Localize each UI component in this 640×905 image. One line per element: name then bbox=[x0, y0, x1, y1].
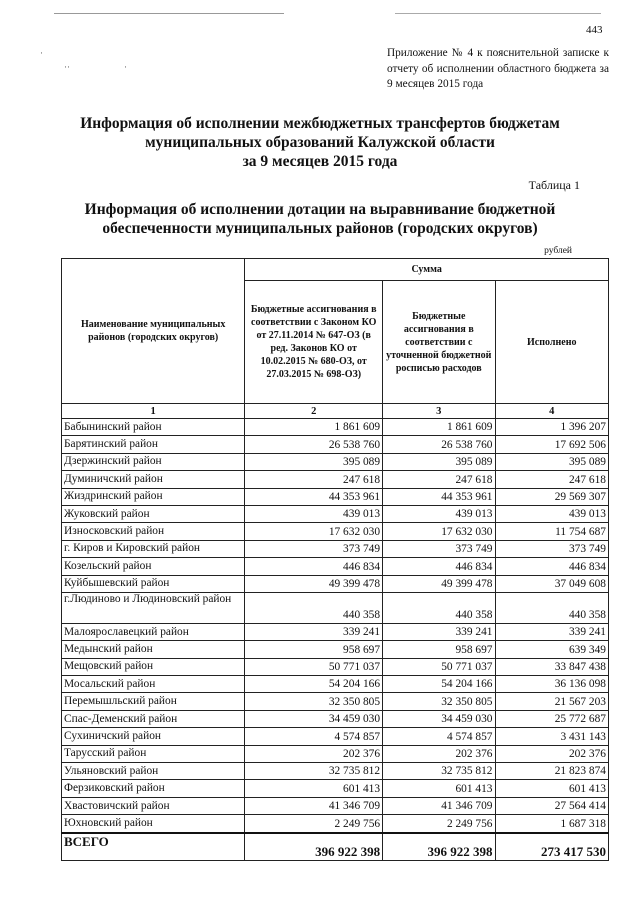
col-number: 2 bbox=[245, 404, 383, 419]
refined-allocation: 44 353 961 bbox=[383, 488, 495, 505]
scan-speck: ·· bbox=[64, 62, 70, 72]
district-name: Жиздринский район bbox=[62, 488, 245, 505]
district-name: Сухиничский район bbox=[62, 728, 245, 745]
col-number: 4 bbox=[495, 404, 609, 419]
table-row bbox=[62, 676, 609, 693]
executed-amount: 1 396 207 bbox=[495, 419, 609, 436]
subtitle-line: Информация об исполнении дотации на выравнивание бюджетной bbox=[84, 201, 556, 218]
title-line: муниципальных образований Калужской области bbox=[145, 134, 495, 151]
header-col2: Бюджетные ассигнования в соответствии с Законом КО от 27.11.2014 № 647-ОЗ (в ред. Законов КО от 10.02.2015 № 680-ОЗ, от 27.03.2015 № 698-ОЗ) bbox=[245, 281, 383, 404]
table-row bbox=[62, 623, 609, 640]
executed-amount: 446 834 bbox=[495, 558, 609, 575]
refined-allocation: 34 459 030 bbox=[383, 710, 495, 727]
executed-amount: 17 692 506 bbox=[495, 436, 609, 453]
district-name: Бабынинский район bbox=[62, 419, 245, 436]
executed-amount: 21 567 203 bbox=[495, 693, 609, 710]
table-row bbox=[62, 419, 609, 436]
executed-amount: 27 564 414 bbox=[495, 797, 609, 814]
refined-allocation: 4 574 857 bbox=[383, 728, 495, 745]
district-name: г. Киров и Кировский район bbox=[62, 540, 245, 557]
executed-amount: 202 376 bbox=[495, 745, 609, 762]
law-allocation: 395 089 bbox=[245, 453, 383, 470]
refined-allocation: 395 089 bbox=[383, 453, 495, 470]
table-row bbox=[62, 523, 609, 540]
table-row bbox=[62, 728, 609, 745]
table-row bbox=[62, 641, 609, 658]
executed-amount: 373 749 bbox=[495, 540, 609, 557]
refined-allocation: 17 632 030 bbox=[383, 523, 495, 540]
law-allocation: 44 353 961 bbox=[245, 488, 383, 505]
refined-allocation: 202 376 bbox=[383, 745, 495, 762]
total-col3: 396 922 398 bbox=[383, 833, 495, 861]
header-sum: Сумма bbox=[245, 259, 609, 281]
page-number: 443 bbox=[586, 24, 603, 36]
table-row bbox=[62, 763, 609, 780]
district-name: Износковский район bbox=[62, 523, 245, 540]
table-row bbox=[62, 453, 609, 470]
executed-amount: 3 431 143 bbox=[495, 728, 609, 745]
header-col3: Бюджетные ассигнования в соответствии с уточненной бюджетной росписью расходов bbox=[383, 281, 495, 404]
table-number: Таблица 1 bbox=[528, 178, 580, 192]
executed-amount: 601 413 bbox=[495, 780, 609, 797]
executed-amount: 11 754 687 bbox=[495, 523, 609, 540]
table-row bbox=[62, 575, 609, 592]
district-name: Дзержинский район bbox=[62, 453, 245, 470]
transfers-table bbox=[61, 258, 609, 861]
table-row bbox=[62, 471, 609, 488]
district-name: Мещовский район bbox=[62, 658, 245, 675]
refined-allocation: 247 618 bbox=[383, 471, 495, 488]
table-body bbox=[62, 419, 609, 833]
table-row bbox=[62, 540, 609, 557]
annex-note: Приложение № 4 к пояснительной записке к отчету об исполнении областного бюджета за 9 месяцев 2015 года bbox=[387, 47, 609, 91]
law-allocation: 26 538 760 bbox=[245, 436, 383, 453]
district-name: Малоярославецкий район bbox=[62, 623, 245, 640]
refined-allocation: 373 749 bbox=[383, 540, 495, 557]
law-allocation: 440 358 bbox=[245, 592, 383, 623]
district-name: Медынский район bbox=[62, 641, 245, 658]
refined-allocation: 49 399 478 bbox=[383, 575, 495, 592]
total-col4: 273 417 530 bbox=[495, 833, 609, 861]
law-allocation: 2 249 756 bbox=[245, 815, 383, 833]
executed-amount: 25 772 687 bbox=[495, 710, 609, 727]
executed-amount: 36 136 098 bbox=[495, 676, 609, 693]
table-row bbox=[62, 488, 609, 505]
table-title bbox=[40, 200, 600, 238]
law-allocation: 17 632 030 bbox=[245, 523, 383, 540]
title-line: за 9 месяцев 2015 года bbox=[242, 153, 398, 170]
executed-amount: 439 013 bbox=[495, 505, 609, 522]
executed-amount: 440 358 bbox=[495, 592, 609, 623]
law-allocation: 439 013 bbox=[245, 505, 383, 522]
law-allocation: 339 241 bbox=[245, 623, 383, 640]
law-allocation: 1 861 609 bbox=[245, 419, 383, 436]
refined-allocation: 32 350 805 bbox=[383, 693, 495, 710]
refined-allocation: 2 249 756 bbox=[383, 815, 495, 833]
district-name: Мосальский район bbox=[62, 676, 245, 693]
table-row bbox=[62, 780, 609, 797]
refined-allocation: 26 538 760 bbox=[383, 436, 495, 453]
refined-allocation: 439 013 bbox=[383, 505, 495, 522]
total-label: ВСЕГО bbox=[62, 833, 245, 861]
refined-allocation: 54 204 166 bbox=[383, 676, 495, 693]
law-allocation: 50 771 037 bbox=[245, 658, 383, 675]
executed-amount: 37 049 608 bbox=[495, 575, 609, 592]
district-name: Ульяновский район bbox=[62, 763, 245, 780]
law-allocation: 49 399 478 bbox=[245, 575, 383, 592]
refined-allocation: 601 413 bbox=[383, 780, 495, 797]
law-allocation: 958 697 bbox=[245, 641, 383, 658]
district-name: Спас-Деменский район bbox=[62, 710, 245, 727]
total-col2: 396 922 398 bbox=[245, 833, 383, 861]
law-allocation: 32 350 805 bbox=[245, 693, 383, 710]
header-col4: Исполнено bbox=[495, 281, 609, 404]
executed-amount: 247 618 bbox=[495, 471, 609, 488]
refined-allocation: 50 771 037 bbox=[383, 658, 495, 675]
district-name: Перемышльский район bbox=[62, 693, 245, 710]
refined-allocation: 41 346 709 bbox=[383, 797, 495, 814]
table-row bbox=[62, 558, 609, 575]
refined-allocation: 1 861 609 bbox=[383, 419, 495, 436]
top-rule bbox=[54, 13, 284, 14]
district-name: Куйбышевский район bbox=[62, 575, 245, 592]
law-allocation: 34 459 030 bbox=[245, 710, 383, 727]
refined-allocation: 440 358 bbox=[383, 592, 495, 623]
refined-allocation: 32 735 812 bbox=[383, 763, 495, 780]
unit-label: рублей bbox=[544, 246, 572, 256]
refined-allocation: 958 697 bbox=[383, 641, 495, 658]
table-row bbox=[62, 815, 609, 833]
executed-amount: 639 349 bbox=[495, 641, 609, 658]
executed-amount: 339 241 bbox=[495, 623, 609, 640]
executed-amount: 395 089 bbox=[495, 453, 609, 470]
table-row bbox=[62, 505, 609, 522]
district-name: г.Людиново и Людиновский район bbox=[62, 592, 245, 623]
executed-amount: 1 687 318 bbox=[495, 815, 609, 833]
table-row bbox=[62, 797, 609, 814]
district-name: Жуковский район bbox=[62, 505, 245, 522]
district-name: Ферзиковский район bbox=[62, 780, 245, 797]
table-row bbox=[62, 592, 609, 623]
refined-allocation: 446 834 bbox=[383, 558, 495, 575]
law-allocation: 54 204 166 bbox=[245, 676, 383, 693]
total-row bbox=[62, 833, 609, 861]
district-name: Думиничский район bbox=[62, 471, 245, 488]
header-name: Наименование муниципальных районов (городских округов) bbox=[62, 259, 245, 404]
district-name: Барятинский район bbox=[62, 436, 245, 453]
district-name: Козельский район bbox=[62, 558, 245, 575]
executed-amount: 21 823 874 bbox=[495, 763, 609, 780]
law-allocation: 446 834 bbox=[245, 558, 383, 575]
law-allocation: 32 735 812 bbox=[245, 763, 383, 780]
law-allocation: 4 574 857 bbox=[245, 728, 383, 745]
executed-amount: 29 569 307 bbox=[495, 488, 609, 505]
law-allocation: 601 413 bbox=[245, 780, 383, 797]
law-allocation: 41 346 709 bbox=[245, 797, 383, 814]
scan-speck: · bbox=[40, 48, 43, 58]
table-row bbox=[62, 693, 609, 710]
col-number: 3 bbox=[383, 404, 495, 419]
table-row bbox=[62, 436, 609, 453]
district-name: Хвастовичский район bbox=[62, 797, 245, 814]
col-number: 1 bbox=[62, 404, 245, 419]
title-line: Информация об исполнении межбюджетных трансфертов бюджетам bbox=[80, 115, 560, 132]
table-row bbox=[62, 658, 609, 675]
document-title bbox=[40, 114, 600, 171]
district-name: Юхновский район bbox=[62, 815, 245, 833]
scan-speck: · bbox=[124, 62, 127, 72]
law-allocation: 373 749 bbox=[245, 540, 383, 557]
law-allocation: 247 618 bbox=[245, 471, 383, 488]
table-row bbox=[62, 710, 609, 727]
top-rule-right bbox=[395, 13, 601, 14]
refined-allocation: 339 241 bbox=[383, 623, 495, 640]
executed-amount: 33 847 438 bbox=[495, 658, 609, 675]
law-allocation: 202 376 bbox=[245, 745, 383, 762]
district-name: Тарусский район bbox=[62, 745, 245, 762]
subtitle-line: обеспеченности муниципальных районов (городских округов) bbox=[102, 220, 538, 237]
table-row bbox=[62, 745, 609, 762]
